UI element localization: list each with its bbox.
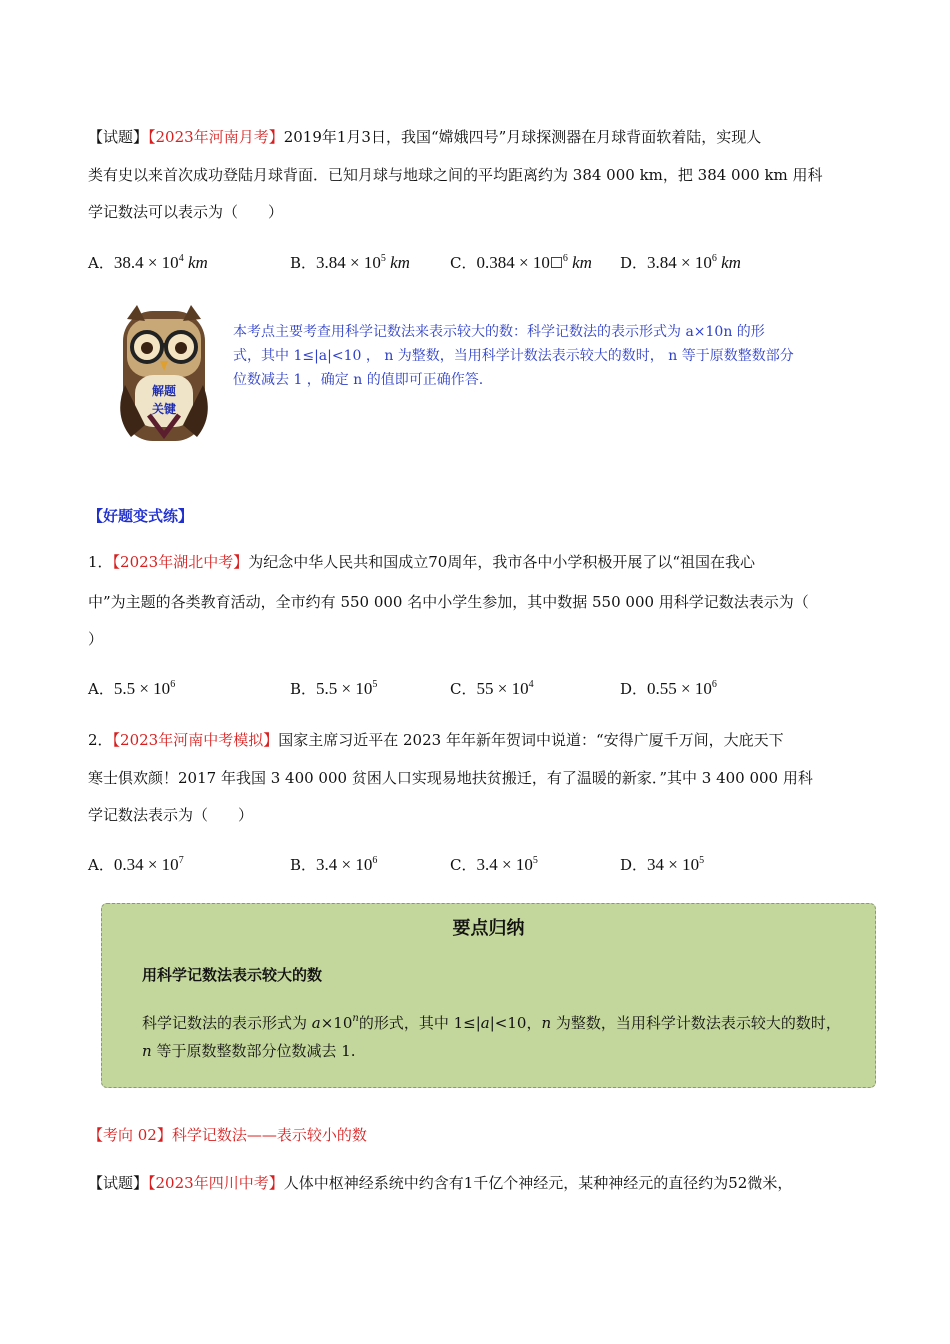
tip-line2: 式，其中 1≤|a|<10 ， n 为整数，当用科学计数法表示较大的数时， n 等于原数整数部分 [233, 348, 794, 364]
q1-option-c[interactable]: C．$55 \times 10^4$ [450, 679, 534, 698]
tip-line1: 本考点主要考查用科学记数法来表示较大的数：科学记数法的表示形式为 a×10n 的形 [233, 324, 765, 340]
q2-option-c[interactable]: C．$3.4 \times 10^5$ [450, 855, 538, 874]
summary-subtitle: 用科学记数法表示较大的数 [142, 966, 323, 984]
q0-tag: 【试题】 [88, 128, 149, 146]
q3-line1 [88, 1172, 792, 1194]
q1-line3: ） [88, 630, 104, 648]
q3-text1: 人体中枢神经系统中约含有1千亿个神经元，某种神经元的直径约为52微米， [283, 1174, 793, 1192]
q0-source: 【2023年河南月考】 [148, 128, 284, 146]
q1-line1 [88, 551, 755, 573]
summary-line2: n 等于原数整数部分位数减去 1. [142, 1042, 356, 1060]
practice-header: 【好题变式练】 [88, 507, 194, 525]
q0-option-c[interactable]: C．0.384 × 10 $^6$ km [450, 253, 592, 272]
q0-option-d[interactable]: D．$3.84 \times 10^6$ km [620, 253, 741, 272]
q1-text1: 为纪念中华人民共和国成立70周年，我市各中小学积极开展了以“祖国在我心 [248, 553, 755, 571]
summary-title: 要点归纳 [452, 918, 525, 939]
q2-option-a[interactable]: A．$0.34 \times 10^7$ [88, 855, 184, 874]
missing-glyph-icon [551, 257, 562, 268]
section2-title: 科学记数法——表示较小的数 [171, 1126, 367, 1144]
q0-option-a[interactable]: A．$38.4 \times 10^4$ km [88, 253, 208, 272]
summary-box [101, 903, 876, 1088]
q3-source: 【2023年四川中考】 [148, 1174, 284, 1192]
summary-line1: 科学记数法的表示形式为 $a\times 10^n$的形式，其中 1≤|a|<10，n 为整数，当用科学计数法表示较大的数时， [142, 1013, 841, 1032]
q2-line1 [88, 729, 784, 751]
owl-icon [105, 305, 223, 447]
q1-number: 1． [88, 553, 113, 571]
q0-line1 [88, 126, 761, 148]
q1-option-d[interactable]: D．$0.55 \times 10^6$ [620, 679, 717, 698]
q1-line2: 中”为主题的各类教育活动，全市约有 550 000 名中小学生参加，其中数据 550 000 用科学记数法表示为（ [88, 593, 809, 611]
q2-number: 2． [88, 731, 113, 749]
q0-option-b[interactable]: B．$3.84 \times 10^5$ km [290, 253, 410, 272]
q0-line3: 学记数法可以表示为（ ） [88, 203, 284, 221]
q1-option-b[interactable]: B．$5.5 \times 10^5$ [290, 679, 378, 698]
q1-option-a[interactable]: A．$5.5 \times 10^6$ [88, 679, 176, 698]
owl-badge-text-2: 关键 [151, 402, 177, 416]
q2-option-d[interactable]: D．$34 \times 10^5$ [620, 855, 705, 874]
q1-source: 【2023年湖北中考】 [112, 553, 249, 571]
q2-line3: 学记数法表示为（ ） [88, 806, 254, 824]
q2-text1: 国家主席习近平在 2023 年年新年贺词中说道：“安得广厦千万间，大庇天下 [278, 731, 784, 749]
q0-line2: 类有史以来首次成功登陆月球背面．已知月球与地球之间的平均距离约为 384 000 km，把 384 000 km 用科 [88, 166, 823, 184]
q0-text1: 2019年1月3日，我国“嫦娥四号”月球探测器在月球背面软着陆，实现人 [283, 128, 762, 146]
owl-badge-text-1: 解题 [151, 384, 177, 398]
section2-header [88, 1124, 367, 1146]
q2-option-b[interactable]: B．$3.4 \times 10^6$ [290, 855, 378, 874]
q3-tag: 【试题】 [88, 1174, 149, 1192]
q2-line2: 寒士俱欢颜！2017 年我国 3 400 000 贫困人口实现易地扶贫搬迁，有了温暖的新家．”其中 3 400 000 用科 [88, 769, 813, 787]
tip-line3: 位数减去 1 ，确定 n 的值即可正确作答. [233, 372, 484, 388]
section2-tag: 【考向 02】 [88, 1126, 172, 1144]
q2-source: 【2023年河南中考模拟】 [112, 731, 279, 749]
